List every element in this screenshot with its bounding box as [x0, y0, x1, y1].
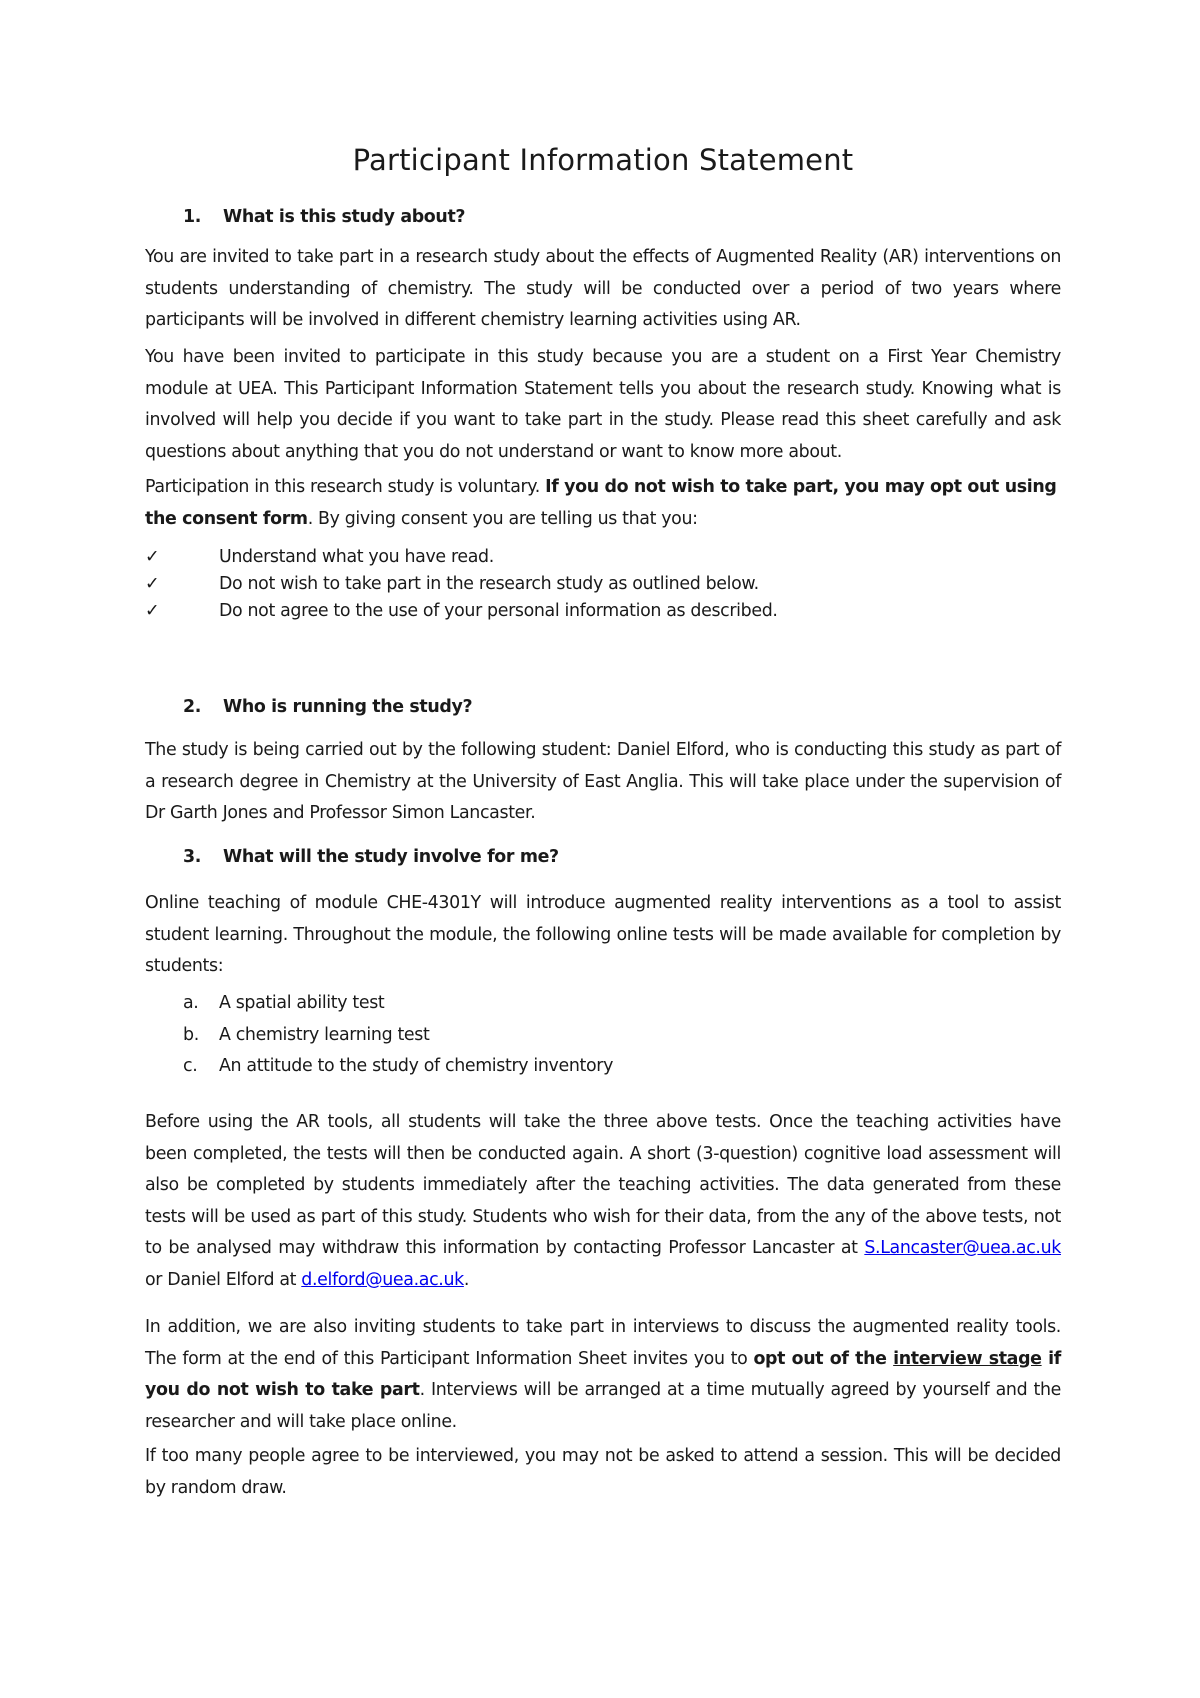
- interview-stage-text: interview stage: [893, 1348, 1042, 1369]
- section-1-heading: [145, 202, 465, 234]
- section-number: 2.: [183, 697, 202, 717]
- test-list: [145, 988, 613, 1083]
- section-heading-text: What will the study involve for me?: [223, 847, 559, 867]
- list-item: b. A chemistry learning test: [145, 1020, 613, 1052]
- section-number: 3.: [183, 847, 202, 867]
- section-1-paragraph-1: You are invited to take part in a research study about the effects of Augmented Reality (AR) interventions on students understanding of chemistry. The study will be conducted over a period of two years where participants will be involved in different chemistry learning activities using AR.: [145, 247, 1061, 330]
- voluntary-text: Participation in this research study is voluntary.: [145, 477, 540, 497]
- section-heading-text: Who is running the study?: [223, 697, 473, 717]
- section-1-paragraph-3: [145, 472, 1061, 535]
- list-marker: a.: [183, 993, 199, 1013]
- list-item: a. A spatial ability test: [145, 988, 613, 1020]
- section-3-paragraph-2: Before using the AR tools, all students will take the three above tests. Once the teaching activities have been completed, the tests will then be conducted again. A short (3-question) cognitive load assessment will also be completed by students immediately after the teaching activities. The data generated from these tests will be used as part of this study. Students who wish for their data, from the any of the above tests, not to be analysed may withdraw this information by contacting Professor Lancaster at S.Lancaster@uea.ac.uk or Daniel Elford at d.elford@uea.ac.uk.: [145, 1112, 1061, 1290]
- page-title: Participant Information Statement: [352, 143, 854, 177]
- section-3-paragraph-3: In addition, we are also inviting students to take part in interviews to discuss the augmented reality tools. The form at the end of this Participant Information Sheet invites you to opt out of the interview stage if you do not wish to take part. Interviews will be arranged at a time mutually agreed by yourself and the researcher and will take place online.: [145, 1317, 1062, 1432]
- opt-out-notice: If you do not wish to take part, you may opt out using the consent form: [145, 477, 1057, 529]
- checkmark-icon: ✓: [145, 601, 160, 621]
- section-3-heading: [145, 842, 559, 874]
- section-3-paragraph-1: Online teaching of module CHE-4301Y will introduce augmented reality interventions as a tool to assist student learning. Throughout the module, the following online tests will be made available for completion by students:: [145, 893, 1061, 976]
- email-link-lancaster[interactable]: S.Lancaster@uea.ac.uk: [864, 1238, 1061, 1258]
- section-3-paragraph-4: If too many people agree to be interviewed, you may not be asked to attend a session. This will be decided by random draw.: [145, 1446, 1061, 1498]
- section-number: 1.: [183, 207, 202, 227]
- list-marker: b.: [183, 1024, 199, 1045]
- email-link-elford[interactable]: d.elford@uea.ac.uk: [301, 1269, 464, 1290]
- section-heading-text: What is this study about?: [223, 207, 466, 227]
- list-item: c. An attitude to the study of chemistry inventory: [145, 1051, 613, 1083]
- opt-out-interview-text: opt out of the: [753, 1348, 894, 1369]
- consent-checklist: [145, 544, 778, 625]
- checkmark-icon: ✓: [145, 547, 160, 567]
- list-item: ✓ Understand what you have read.: [145, 544, 778, 571]
- consent-text: . By giving consent you are telling us that you:: [307, 508, 698, 529]
- opt-out-condition-text: if you do not wish to take part: [145, 1348, 1061, 1400]
- section-2-paragraph-1: The study is being carried out by the following student: Daniel Elford, who is conducting this study as part of a research degree in Chemistry at the University of East Anglia. This will take place under the supervision of Dr Garth Jones and Professor Simon Lancaster.: [145, 740, 1061, 823]
- checkmark-icon: ✓: [145, 574, 160, 594]
- section-2-heading: [145, 692, 472, 724]
- list-item: ✓ Do not wish to take part in the research study as outlined below.: [145, 571, 778, 598]
- list-item: ✓ Do not agree to the use of your personal information as described.: [145, 598, 778, 625]
- section-1-paragraph-2: You have been invited to participate in this study because you are a student on a First Year Chemistry module at UEA. This Participant Information Statement tells you about the research study. Knowing what is involved will help you decide if you want to take part in the study. Please read this sheet carefully and ask questions about anything that you do not understand or want to know more about.: [145, 347, 1061, 462]
- list-marker: c.: [183, 1056, 198, 1076]
